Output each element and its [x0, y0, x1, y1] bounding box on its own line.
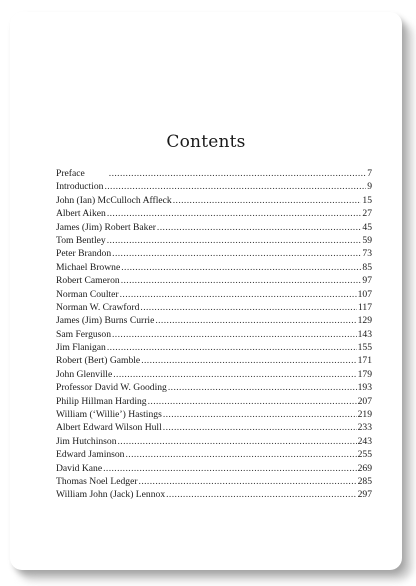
dot-leader — [163, 409, 357, 420]
dot-leader — [157, 222, 361, 233]
table-of-contents — [56, 168, 372, 503]
toc-entry-title: Edward Jaminson — [56, 449, 125, 461]
dot-leader — [121, 275, 362, 286]
toc-entry-title: John (Ian) McCulloch Affleck — [56, 194, 172, 206]
toc-entry — [56, 422, 372, 435]
toc-entry-title: David Kane — [56, 462, 103, 474]
toc-entry-page-number: 27 — [362, 208, 372, 220]
book-page — [10, 12, 402, 570]
toc-entry-title: Jim Flanigan — [56, 342, 106, 354]
dot-leader — [109, 168, 366, 179]
toc-entry-title: Robert Cameron — [56, 275, 120, 287]
toc-entry-page-number: 207 — [357, 395, 372, 407]
toc-entry-page-number: 243 — [357, 435, 372, 447]
toc-entry-title: William John (Jack) Lennox — [56, 489, 166, 501]
toc-entry — [56, 315, 372, 328]
toc-entry — [56, 195, 372, 208]
dot-leader — [125, 449, 356, 460]
page-title: Contents — [166, 132, 246, 152]
dot-leader — [118, 436, 357, 447]
toc-entry-page-number: 117 — [357, 301, 372, 313]
toc-entry — [56, 248, 372, 261]
toc-entry-title: Tom Bentley — [56, 234, 106, 246]
toc-entry-title: Robert (Bert) Gamble — [56, 355, 141, 367]
toc-entry-page-number: 15 — [362, 194, 372, 206]
toc-entry-page-number: 9 — [367, 181, 372, 193]
toc-entry-title: James (Jim) Burns Currie — [56, 315, 155, 327]
toc-entry-page-number: 155 — [357, 342, 372, 354]
toc-entry-title: Michael Browne — [56, 261, 121, 273]
dot-leader — [121, 262, 361, 273]
dot-leader — [107, 342, 357, 353]
dot-leader — [104, 181, 366, 192]
toc-entry-page-number: 269 — [357, 462, 372, 474]
dot-leader — [112, 248, 361, 259]
toc-entry-page-number: 233 — [357, 422, 372, 434]
dot-leader — [140, 302, 357, 313]
dot-leader — [155, 315, 356, 326]
toc-entry-title: Albert Aiken — [56, 208, 106, 220]
toc-entry — [56, 489, 372, 502]
toc-entry — [56, 289, 372, 302]
toc-entry-title: Peter Brandon — [56, 248, 112, 260]
toc-entry — [56, 476, 372, 489]
toc-entry — [56, 262, 372, 275]
dot-leader — [107, 208, 362, 219]
toc-entry — [56, 409, 372, 422]
toc-entry — [56, 463, 372, 476]
toc-entry-page-number: 45 — [362, 221, 372, 233]
toc-entry — [56, 181, 372, 194]
toc-entry-page-number: 97 — [362, 275, 372, 287]
toc-entry — [56, 222, 372, 235]
toc-entry-page-number: 171 — [357, 355, 372, 367]
toc-entry-page-number: 59 — [362, 234, 372, 246]
dot-leader — [103, 463, 357, 474]
toc-entry-page-number: 297 — [357, 489, 372, 501]
dot-leader — [139, 476, 357, 487]
toc-entry-page-number: 255 — [357, 449, 372, 461]
dot-leader — [168, 382, 357, 393]
toc-entry-title: Norman Coulter — [56, 288, 119, 300]
toc-entry-page-number: 73 — [362, 248, 372, 260]
toc-entry-page-number: 85 — [362, 261, 372, 273]
toc-entry-title: Norman W. Crawford — [56, 301, 140, 313]
toc-entry-page-number: 219 — [357, 409, 372, 421]
toc-entry-title: Jim Hutchinson — [56, 435, 117, 447]
toc-entry — [56, 382, 372, 395]
toc-entry-title: William (‘Willie’) Hastings — [56, 409, 162, 421]
toc-entry — [56, 449, 372, 462]
dot-leader — [113, 369, 356, 380]
dot-leader — [173, 195, 362, 206]
toc-entry — [56, 342, 372, 355]
toc-entry — [56, 369, 372, 382]
dot-leader — [141, 355, 356, 366]
toc-entry-title: Preface — [56, 168, 85, 179]
toc-entry — [56, 436, 372, 449]
dot-leader — [112, 329, 357, 340]
dot-leader — [163, 422, 357, 433]
toc-entry-page-number: 129 — [357, 315, 372, 327]
toc-entry-title: James (Jim) Robert Baker — [56, 221, 156, 233]
toc-entry-title: Thomas Noel Ledger — [56, 475, 138, 487]
toc-entry — [56, 235, 372, 248]
toc-entry-title: Professor David W. Gooding — [56, 382, 167, 394]
toc-entry — [56, 396, 372, 409]
toc-entry-page-number: 7 — [367, 168, 372, 179]
toc-entry — [56, 208, 372, 221]
toc-entry-title: Sam Ferguson — [56, 328, 111, 340]
dot-leader — [107, 235, 362, 246]
toc-entry — [56, 302, 372, 315]
toc-entry-page-number: 285 — [357, 475, 372, 487]
toc-entry — [56, 275, 372, 288]
dot-leader — [166, 489, 356, 500]
toc-entry-title: Philip Hillman Harding — [56, 395, 147, 407]
toc-entry — [56, 168, 372, 181]
toc-entry-page-number: 193 — [357, 382, 372, 394]
toc-entry-page-number: 143 — [357, 328, 372, 340]
dot-leader — [148, 396, 357, 407]
dot-leader — [120, 289, 357, 300]
toc-entry-title: Introduction — [56, 181, 104, 193]
toc-entry-page-number: 107 — [357, 288, 372, 300]
toc-entry-title: John Glenville — [56, 368, 113, 380]
toc-entry-title: Albert Edward Wilson Hull — [56, 422, 162, 434]
toc-entry-page-number: 179 — [357, 368, 372, 380]
toc-entry — [56, 329, 372, 342]
toc-entry — [56, 355, 372, 368]
